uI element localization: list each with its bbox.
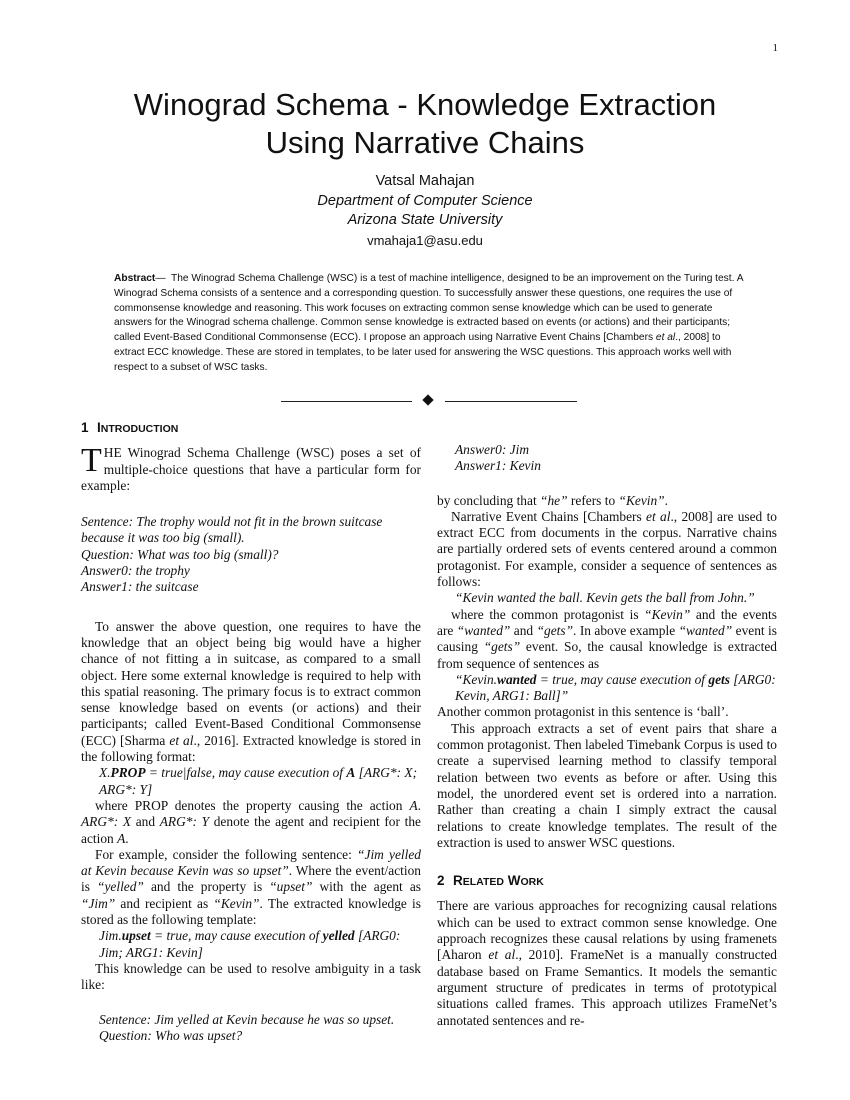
intro-paragraph-9: Another common protagonist in this sentence is ‘ball’. xyxy=(437,704,729,720)
abstract-etal: et al xyxy=(655,332,676,344)
knowledge-format: X.PROP = true|false, may cause execution of A [ARG*: X; ARG*: Y] xyxy=(99,765,418,797)
intro-paragraph-2: To answer the above question, one requires to have the knowledge that an object being big would have a higher chance of not fitting a in suitcase, as compared to a small object. Here some external knowledge is required to help with this spatial reasoning. The primary focus is to extract common sense knowledge based on events (or actions) and their participants; called Event-Based Conditional Commonsense (ECC) [Sharma et al., 2016]. Extracted knowledge is stored in the following format: xyxy=(81,618,422,765)
abstract-text: The Winograd Schema Challenge (WSC) is a test of machine intelligence, designed to be an improvement on the Turing test. A Winograd Schema consists of a sentence and a corresponding question. To successfully answer these questions, one requires the use of commonsense knowledge and reasoning. This work focuses on extracting common sense knowledge which can be used to generate answers for the Winograd schema challenge. Common sense knowledge is extracted based on events (or actions) and their participants; called Event-Based Conditional Commonsense (ECC). I propose an approach using Narrative Event Chains [Chambers xyxy=(114,273,743,344)
intro-paragraph-1: THE Winograd Schema Challenge (WSC) poses a set of multiple-choice questions that have a particular form for example: xyxy=(81,442,421,493)
section-separator xyxy=(0,396,850,408)
section-heading-introduction: 1 INTRODUCTION xyxy=(81,420,179,435)
title-line-2: Using Narrative Chains xyxy=(265,125,585,160)
intro-paragraph-4: For example, consider the following sentence: “Jim yelled at Kevin because Kevin was so upset”. Where the event/action is “yelled” and the property is “upset” with the agent as “Jim” and recipient as “Kevin”. The extracted knowledge is stored as the following template: xyxy=(81,846,422,928)
intro-paragraph-8: where the common protagonist is “Kevin” and the events are “wanted” and “gets”. In above example “wanted” event is causing “gets” event. So, the causal knowledge is extracted from sequence of sentences as xyxy=(437,606,777,671)
separator-line-right xyxy=(445,401,577,402)
author-email: vmahaja1@asu.edu xyxy=(367,232,483,248)
title-line-1: Winograd Schema - Knowledge Extraction xyxy=(133,87,717,122)
right-column xyxy=(437,442,777,1029)
left-column xyxy=(81,420,421,1044)
related-paragraph-1: There are various approaches for recognizing causal relations which can be used to extract common sense knowledge. One approach recognizes these causal relations by using framenets [Aharon et al., 2010]. FrameNet is a manually constructed database based on Frame Semantics. It models the semantic argument structure of predicates in terms of prototypical situations called frames. This approach utilizes FrameNet’s annotated sentences and re- xyxy=(437,898,777,1028)
intro-paragraph-5: This knowledge can be used to resolve ambiguity in a task like: xyxy=(81,960,421,993)
section-heading-related-work: 2 RELATED WORK xyxy=(437,873,544,889)
author-name: Vatsal Mahajan xyxy=(375,173,475,189)
page-number: 1 xyxy=(772,42,778,54)
intro-paragraph-7: Narrative Event Chains [Chambers et al., 2008] are used to extract ECC from documents in the corpus. Narrative chains are partially ordered sets of events centered around a common protagonist. For example, consider a sequence of sentences as follows: xyxy=(437,508,777,590)
paper-title xyxy=(0,86,850,162)
author-block xyxy=(0,172,850,250)
diamond-icon xyxy=(422,394,433,405)
causal-template: “Kevin.wanted = true, may cause execution of gets [ARG0: Kevin, ARG1: Ball]” xyxy=(455,671,776,704)
intro-paragraph-10: This approach extracts a set of event pairs that share a common protagonist. Then labeled Timebank Corpus is used to create a supervised learning method to classify temporal relation between two events as before or after. Using this model, the unordered event set is ordered into a narration. Rather than creating a chain I simply extract the causal relations to create knowledge templates. The result of the extraction is used to answer WSC questions. xyxy=(437,720,777,850)
example-2-answers: Answer0: Jim Answer1: Kevin xyxy=(455,442,541,474)
abstract-label: Abstract xyxy=(114,273,156,284)
example-2: Sentence: Jim yelled at Kevin because he was so upset. Question: Who was upset? xyxy=(99,1011,395,1043)
abstract-text-end: ., 2008] to extract ECC knowledge. These are stored in templates, to be later used for answering the WSC questions. This approach works well with respect to a subset of WSC tasks. xyxy=(114,332,732,373)
author-department: Department of Computer Science xyxy=(317,192,533,209)
intro-paragraph-6: by concluding that “he” refers to “Kevin”. xyxy=(437,492,668,508)
example-1: Sentence: The trophy would not fit in the brown suitcase because it was too big (small). Question: What was too big (small)? Answer0: the trophy Answer1: the suitcase xyxy=(81,514,383,595)
knowledge-template: Jim.upset = true, may cause execution of yelled [ARG0: Jim; ARG1: Kevin] xyxy=(99,928,401,960)
intro-paragraph-3: where PROP denotes the property causing the action A. ARG*: X and ARG*: Y denote the agent and recipient for the action A. xyxy=(81,797,422,846)
author-university: Arizona State University xyxy=(347,212,503,228)
abstract-dash: — xyxy=(155,273,166,284)
drop-cap: T xyxy=(81,442,102,480)
abstract xyxy=(114,272,744,376)
narrative-quote: “Kevin wanted the ball. Kevin gets the ball from John.” xyxy=(455,590,755,606)
separator-line-left xyxy=(281,401,412,402)
